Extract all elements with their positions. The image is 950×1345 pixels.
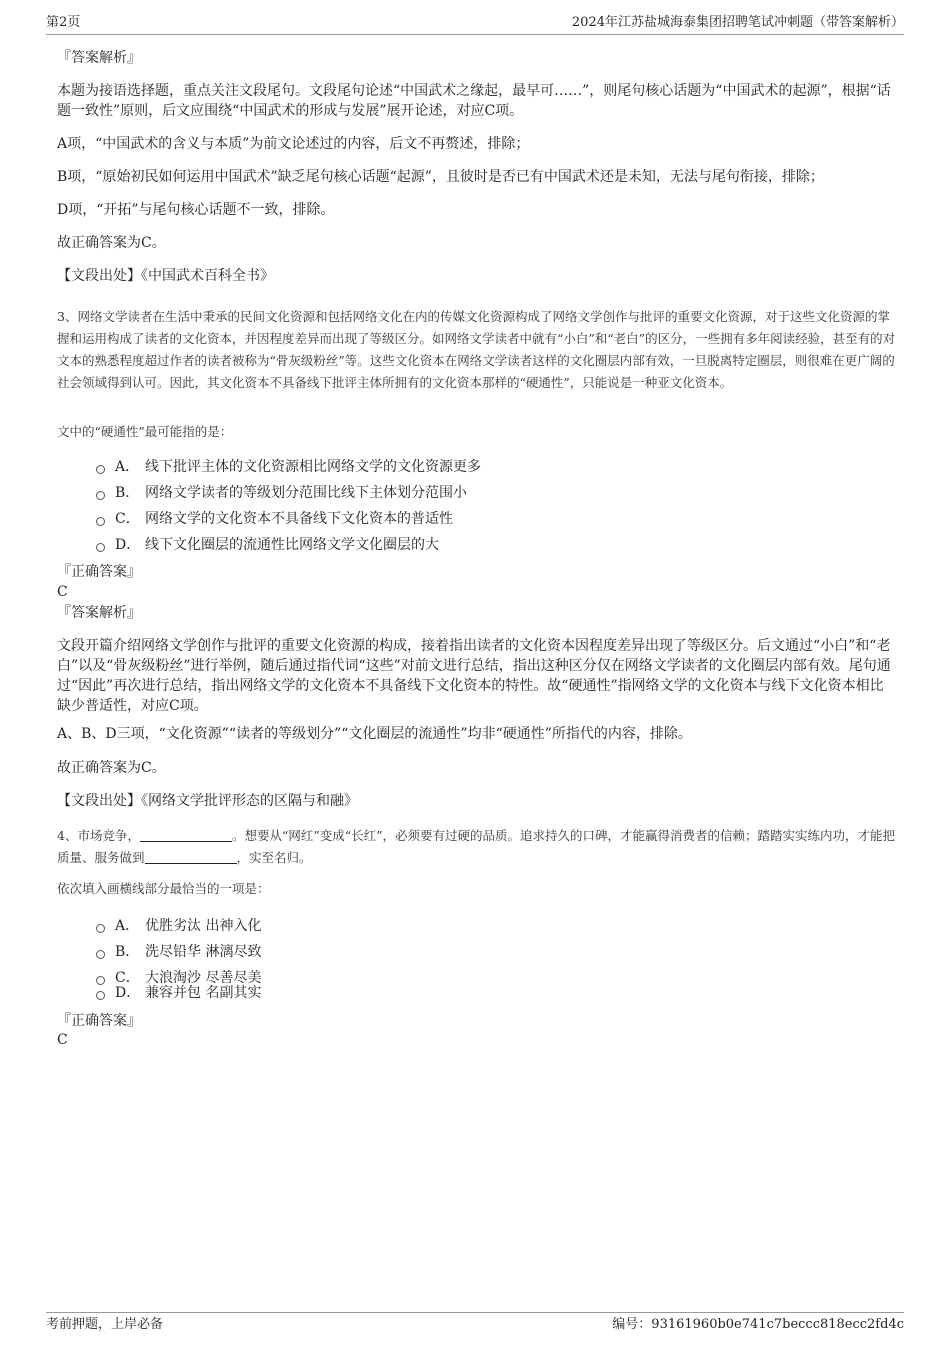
q4-answer: C	[57, 1032, 68, 1048]
option-text: 大浪淘沙 尽善尽美	[145, 970, 262, 986]
option-text: 线下批评主体的文化资源相比网络文学的文化资源更多	[145, 459, 481, 475]
q2-analysis-paragraph-3: B项，“原始初民如何运用中国武术”缺乏尾句核心话题“起源”，且彼时是否已有中国武术还是未知，无法与尾句衔接，排除；	[57, 169, 824, 185]
option-text: 洗尽铅华 淋漓尽致	[145, 944, 262, 960]
radio-icon[interactable]	[96, 543, 105, 552]
q2-analysis-paragraph-1: 本题为接语选择题，重点关注文段尾句。文段尾句论述“中国武术之缘起，最早可……”，则尾句核心话题为“中国武术的起源”，根据“话题一致性”原则，后文应围绕“中国武术的形成与发展”展开论述，对应C项。	[57, 83, 891, 119]
fill-blank-2	[145, 849, 237, 864]
q2-analysis-paragraph-4: D项，“开拓”与尾句核心话题不一致，排除。	[57, 202, 335, 218]
radio-icon[interactable]	[96, 491, 105, 500]
q2-analysis-conclusion: 故正确答案为C。	[57, 235, 166, 251]
q3-analysis-paragraph-2: A、B、D三项，“文化资源”“读者的等级划分”“文化圈层的流通性”均非“硬通性”所指代的内容，排除。	[57, 726, 692, 742]
q4-stem-part-3: ，实至名归。	[236, 850, 312, 865]
q4-answer-label: 『正确答案』	[57, 1013, 141, 1029]
option-letter: A．	[115, 459, 140, 475]
radio-icon[interactable]	[96, 924, 105, 933]
footer-slogan: 考前押题，上岸必备	[46, 1317, 164, 1332]
fill-blank-1	[140, 827, 232, 842]
q4-stem	[57, 825, 897, 869]
option-text: 兼容并包 名副其实	[145, 985, 262, 1001]
q4-stem-part-1: 4、市场竞争，	[57, 828, 140, 843]
radio-icon[interactable]	[96, 950, 105, 959]
option-letter: B．	[115, 485, 140, 501]
radio-icon[interactable]	[96, 991, 105, 1000]
q3-analysis-paragraph-1: 文段开篇介绍网络文学创作与批评的重要文化资源的构成，接着指出读者的文化资本因程度差异出现了等级区分。后文通过“小白”和“老白”以及“骨灰级粉丝”进行举例，随后通过指代词“这些”对前文进行总结，指出这种区分仅在网络文学读者的文化圈层内部有效。尾句通过“因此”再次进行总结，指出网络文学的文化资本不具备线下文化资本的特性。故“硬通性”指网络文学的文化资本与线下文化资本相比缺少普适性，对应C项。	[57, 638, 891, 714]
q3-stem: 3、网络文学读者在生活中秉承的民间文化资源和包括网络文化在内的传媒文化资源构成了网络文学创作与批评的重要文化资源，对于这些文化资源的掌握和运用构成了读者的文化资本，并因程度差异而出现了等级区分。如网络文学读者中就有“小白”和“老白”的区分，一些拥有多年阅读经验，甚至有的对文本的熟悉程度超过作者的读者被称为“骨灰级粉丝”等。这些文化资本在网络文学读者这样的文化圈层内部有效，一旦脱离特定圈层，则很难在更广阔的社会领域得到认可。因此，其文化资本不具备线下批评主体所拥有的文化资本那样的“硬通性”，只能说是一种亚文化资本。	[57, 309, 896, 390]
q4-stem-part-2: 。想要从“网红”变成“长红”，必须要有过硬的品质。追求持久的口碑，才能赢得消费者的信赖；踏踏实实练内功，才能把质量、服务做到	[57, 828, 896, 865]
option-text: 网络文学读者的等级划分范围比线下主体划分范围小	[145, 485, 467, 501]
q3-option-b[interactable]	[96, 483, 467, 503]
radio-icon[interactable]	[96, 517, 105, 526]
option-letter: A．	[115, 918, 140, 934]
q3-option-d[interactable]	[96, 535, 439, 555]
q3-analysis-conclusion: 故正确答案为C。	[57, 760, 166, 776]
page-footer	[46, 1312, 904, 1336]
q3-answer-label: 『正确答案』	[57, 564, 141, 580]
q4-option-b[interactable]	[96, 942, 261, 962]
q3-answer: C	[57, 584, 68, 600]
q4-option-d[interactable]	[96, 983, 261, 1003]
option-text: 优胜劣汰 出神入化	[145, 918, 262, 934]
q4-option-a[interactable]	[96, 916, 261, 936]
document-title: 2024年江苏盐城海泰集团招聘笔试冲刺题（带答案解析）	[571, 15, 904, 30]
document-code: 编号：93161960b0e741c7beccc818ecc2fd4c	[612, 1317, 904, 1332]
q3-option-c[interactable]	[96, 509, 453, 529]
q3-source: 【文段出处】《网络文学批评形态的区隔与和融》	[57, 793, 358, 809]
option-letter: C．	[115, 970, 140, 986]
q3-question: 文中的“硬通性”最可能指的是：	[57, 424, 233, 439]
q2-analysis-paragraph-2: A项，“中国武术的含义与本质”为前文论述过的内容，后文不再赘述，排除；	[57, 136, 530, 152]
option-text: 网络文学的文化资本不具备线下文化资本的普适性	[145, 511, 453, 527]
q3-option-a[interactable]	[96, 457, 481, 477]
radio-icon[interactable]	[96, 465, 105, 474]
option-letter: D．	[115, 985, 141, 1001]
q4-question: 依次填入画横线部分最恰当的一项是：	[57, 881, 270, 896]
page-header	[46, 14, 904, 35]
page-number: 第2页	[46, 15, 81, 30]
q3-analysis-label: 『答案解析』	[57, 605, 141, 621]
option-letter: D．	[115, 537, 141, 553]
option-text: 线下文化圈层的流通性比网络文学文化圈层的大	[145, 537, 439, 553]
q2-source: 【文段出处】《中国武术百科全书》	[57, 268, 274, 284]
q2-analysis-label: 『答案解析』	[57, 50, 141, 66]
option-letter: C．	[115, 511, 140, 527]
option-letter: B．	[115, 944, 140, 960]
